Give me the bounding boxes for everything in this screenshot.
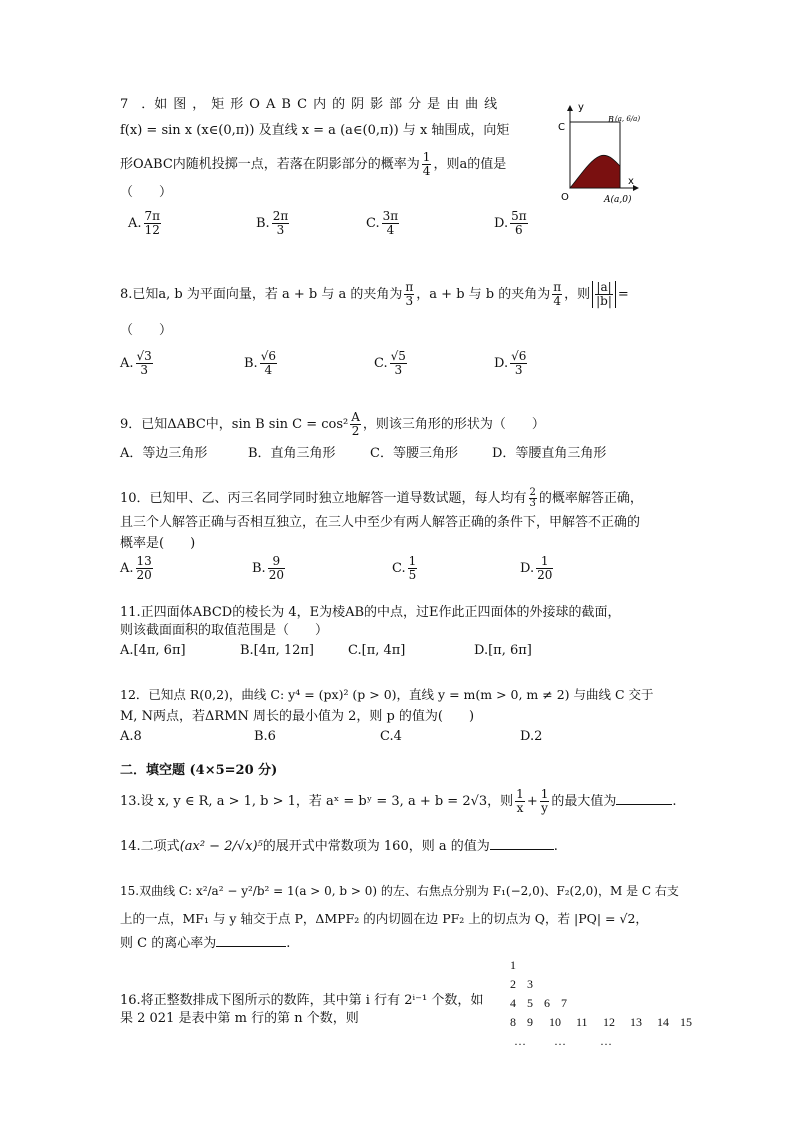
- array-row-1: [510, 958, 516, 973]
- array-cell: 10: [549, 1015, 561, 1029]
- q12-line-2: M, N两点，若ΔRMN 周长的最小值为 2，则 p 的值为( ): [120, 709, 475, 724]
- q7-option-a[interactable]: A. $\frac{7\pi}{12}$: [128, 209, 161, 237]
- array-cell: 13: [630, 1015, 642, 1029]
- array-row-2: [510, 977, 533, 992]
- fig-c-label: C: [558, 122, 565, 133]
- q11-option-c[interactable]: C.[π, 4π]: [348, 643, 406, 658]
- q16-line-2: 果 2 021 是表中第 m 行的第 n 个数，则: [120, 1011, 359, 1026]
- q8-option-b[interactable]: B. $\frac{√6}{4}$: [244, 349, 276, 377]
- q15-line-1: 15.双曲线 C: x²/a² − y²/b² = 1(a > 0, b > 0) 的左、右焦点分别为 F₁(−2,0)、F₂(2,0)，M 是 C 右支: [120, 884, 679, 898]
- section-2-title: 二．填空题 (4×5=20 分): [120, 763, 278, 778]
- q9-option-a[interactable]: A．等边三角形: [120, 446, 208, 461]
- q7-figure: [556, 100, 646, 208]
- q11-line-2: 则该截面面积的取值范围是（ ）: [120, 623, 329, 638]
- q8-option-a[interactable]: A. $\frac{√3}{3}$: [120, 349, 152, 377]
- q9-option-d[interactable]: D．等腰直角三角形: [492, 446, 607, 461]
- fig-b-coord: (a, 6/a): [615, 115, 641, 123]
- q8-option-d[interactable]: D. $\frac{√6}{3}$: [494, 349, 527, 377]
- q12-line-1: 12．已知点 R(0,2)，曲线 C: y⁴ = (px)² (p > 0)，直线 y = m(m > 0, m ≠ 2) 与曲线 C 交于: [120, 687, 654, 702]
- q7-text-3a: 形OABC内随机投掷一点，若落在阴影部分的概率为: [120, 157, 420, 172]
- q15-line-2: 上的一点，MF₁ 与 y 轴交于点 P，ΔMPF₂ 的内切圆在边 PF₂ 上的切点为 Q，若 |PQ| = √2，: [120, 911, 648, 926]
- q15-answer-blank[interactable]: [216, 934, 286, 947]
- q14-binomial-expression: (ax² − 2/√x)⁵: [179, 839, 263, 854]
- q7-number: 7 ．: [120, 97, 155, 112]
- q10-line-1: 10．已知甲、乙、丙三名同学同时独立地解答一道导数试题，每人均有 $\frac{2}{3}$ 的概率解答正确，: [120, 487, 643, 509]
- array-cell: 1: [510, 958, 516, 972]
- q7-option-d[interactable]: D. $\frac{5\pi}{6}$: [494, 209, 527, 237]
- q7-line-1: [120, 96, 503, 114]
- array-cell: 4: [510, 996, 516, 1010]
- q10-option-c[interactable]: C. $\frac{1}{5}$: [392, 554, 417, 582]
- q13-line: 13.设 x, y ∈ R, a > 1, b > 1，若 aˣ = bʸ = 3, a + b = 2√3，则 $\frac{1}{x}$ + $\frac{1}{y}$ 的最大值为 .: [120, 787, 677, 815]
- q7-line-3: [120, 150, 506, 180]
- array-row-5: [514, 1034, 612, 1049]
- q10-option-d[interactable]: D. $\frac{1}{20}$: [520, 554, 553, 582]
- fig-x-label: x: [628, 176, 634, 187]
- q7-text-1: 如图，矩形OABC内的阴影部分是由曲线: [154, 97, 504, 112]
- array-row-3: [510, 996, 567, 1011]
- q7-answer-paren: （ ）: [120, 185, 173, 200]
- fig-o-label: O: [561, 192, 569, 203]
- q7-option-b[interactable]: B. $\frac{2\pi}{3}$: [256, 209, 289, 237]
- q7-text-3b: ，则a的值是: [433, 157, 507, 172]
- q10-line-3: 概率是( ): [120, 536, 196, 551]
- q10-line-2: 且三个人解答正确与否相互独立，在三人中至少有两人解答正确的条件下，甲解答不正确的: [120, 515, 641, 530]
- array-cell: 14: [657, 1015, 669, 1029]
- q8-option-c[interactable]: C. $\frac{√5}{3}$: [374, 349, 406, 377]
- q10-option-a[interactable]: A. $\frac{13}{20}$: [120, 554, 152, 582]
- q8-line-1: 8.已知a, b 为平面向量，若 a + b 与 a 的夹角为 $\frac{\pi}{3}$ ，a + b 与 b 的夹角为 $\frac{\pi}{4}$ ，则 $\frac{|a|}{|b|}$ =: [120, 280, 629, 308]
- fig-a-label: A(a,0): [604, 195, 632, 205]
- q9-line-1: 9．已知ΔABC中，sin B sin C = cos² $\frac{A}{2}$ ，则该三角形的形状为（ ）: [120, 410, 545, 438]
- q12-option-b[interactable]: B.6: [254, 729, 276, 744]
- array-cell: 5: [527, 996, 533, 1010]
- q12-option-c[interactable]: C.4: [380, 729, 402, 744]
- array-cell: 7: [561, 996, 567, 1010]
- q16-line-1: 16.将正整数排成下图所示的数阵，其中第 i 行有 2ⁱ⁻¹ 个数，如: [120, 993, 484, 1008]
- array-cell: 6: [544, 996, 550, 1010]
- array-cell: 11: [576, 1015, 588, 1029]
- q7-probability-fraction: $\frac{1}{4}$: [422, 150, 431, 178]
- array-row-4: [510, 1015, 692, 1030]
- q11-option-a[interactable]: A.[4π, 6π]: [120, 643, 186, 658]
- q9-option-c[interactable]: C．等腰三角形: [370, 446, 458, 461]
- array-ellipsis: …: [600, 1034, 612, 1048]
- array-cell: 9: [527, 1015, 533, 1029]
- q14-answer-blank[interactable]: [490, 837, 554, 850]
- fig-y-label: y: [578, 102, 584, 113]
- array-cell: 8: [510, 1015, 516, 1029]
- array-cell: 15: [680, 1015, 692, 1029]
- q8-answer-paren: （ ）: [120, 323, 173, 338]
- q11-option-b[interactable]: B.[4π, 12π]: [240, 643, 314, 658]
- q9-option-b[interactable]: B．直角三角形: [248, 446, 336, 461]
- q12-option-a[interactable]: A.8: [120, 729, 142, 744]
- q15-line-3: 则 C 的离心率为 .: [120, 936, 291, 951]
- q12-option-d[interactable]: D.2: [520, 729, 543, 744]
- q13-answer-blank[interactable]: [616, 792, 672, 805]
- array-cell: 2: [510, 977, 516, 991]
- q11-line-1: 11.正四面体ABCD的棱长为 4，E为棱AB的中点，过E作此正四面体的外接球的截面，: [120, 605, 621, 620]
- q10-option-b[interactable]: B. $\frac{9}{20}$: [252, 554, 284, 582]
- q11-option-d[interactable]: D.[π, 6π]: [474, 643, 532, 658]
- q7-line-2: f(x) = sin x (x∈(0,π)) 及直线 x = a (a∈(0,π)) 与 x 轴围成，向矩: [120, 123, 510, 138]
- shaded-region: [570, 155, 620, 188]
- array-ellipsis: …: [514, 1034, 526, 1048]
- array-cell: 3: [527, 977, 533, 991]
- array-cell: 12: [603, 1015, 615, 1029]
- q7-option-c[interactable]: C. $\frac{3\pi}{4}$: [366, 209, 399, 237]
- array-ellipsis: …: [554, 1034, 566, 1048]
- fig-b-label: B: [608, 115, 614, 124]
- q14-line: 14.二项式(ax² − 2/√x)⁵的展开式中常数项为 160，则 a 的值为 .: [120, 839, 558, 854]
